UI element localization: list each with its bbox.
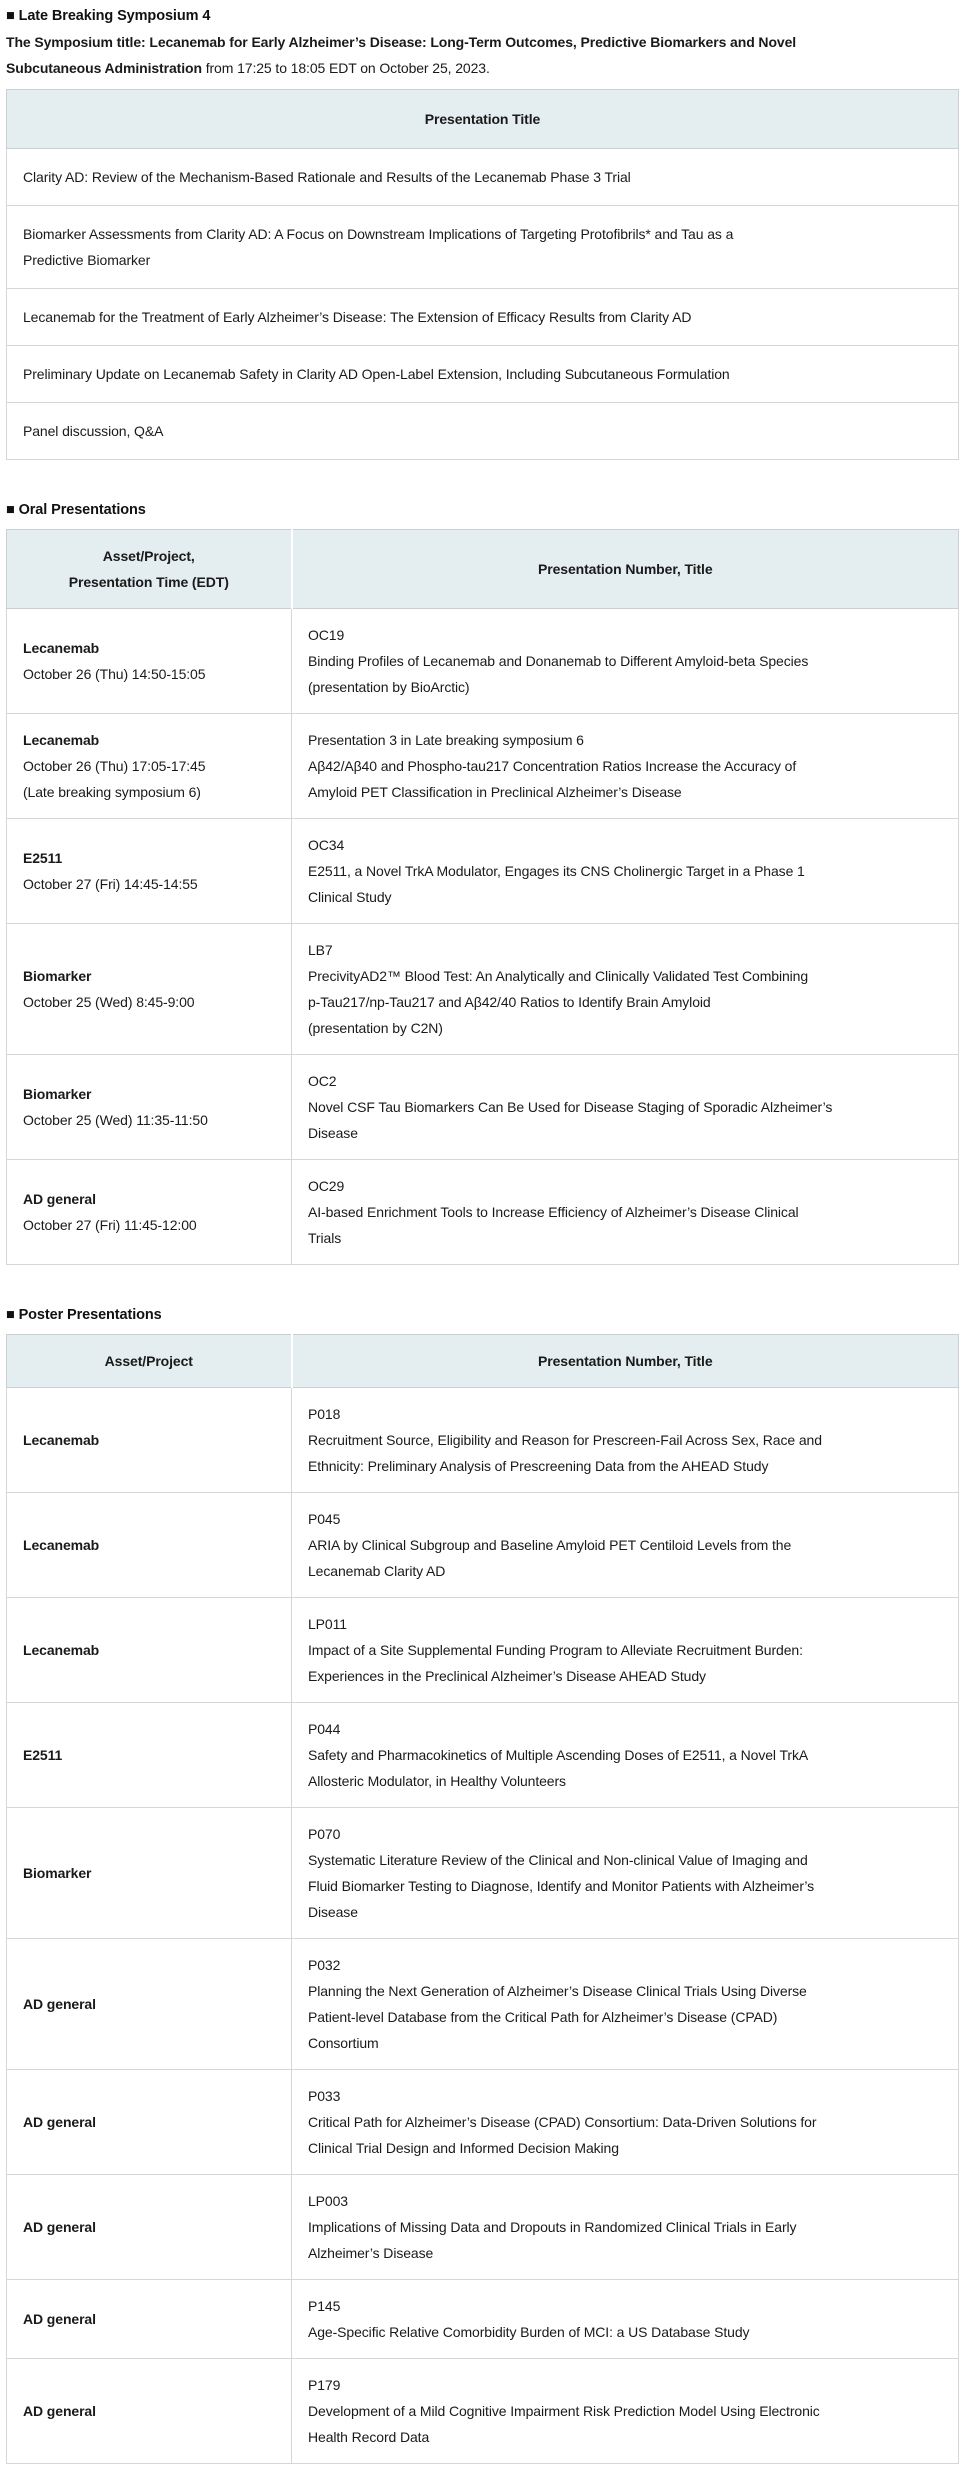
text-line: Fluid Biomarker Testing to Diagnose, Identify and Monitor Patients with Alzheimer’s [308,1878,815,1894]
table-row [7,924,959,1055]
asset-name: Lecanemab [23,1537,100,1553]
text-line: Impact of a Site Supplemental Funding Program to Alleviate Recruitment Burden: [308,1642,803,1658]
presentation-time [23,989,275,1015]
text-line: October 27 (Fri) 11:45-12:00 [23,1217,197,1233]
text-line: P070 [308,1826,341,1842]
asset-cell [7,1388,292,1493]
presentation-title-header: Presentation Title [7,90,959,149]
presentation-cell [292,924,959,1055]
presentation-cell [292,2280,959,2359]
text-line: LP003 [308,2193,348,2209]
table-row [7,403,959,460]
table-row [7,1703,959,1808]
asset-name: AD general [23,2311,96,2327]
asset-cell [7,1055,292,1160]
table-row [7,149,959,206]
asset-name: AD general [23,2403,96,2419]
text-line: Aβ42/Aβ40 and Phospho-tau217 Concentration Ratios Increase the Accuracy of [308,758,797,774]
asset-name: E2511 [23,1747,63,1763]
presentation-number-title-header: Presentation Number, Title [292,530,959,609]
text-line: P033 [308,2088,341,2104]
text-line: (presentation by C2N) [308,1020,443,1036]
table-row [7,1388,959,1493]
text-line: Asset/Project, [102,548,195,564]
text-line: OC19 [308,627,345,643]
presentation-cell [292,819,959,924]
table-row [7,346,959,403]
text-line: October 26 (Thu) 14:50-15:05 [23,666,206,682]
text-line: Alzheimer’s Disease [308,2245,434,2261]
text-line: October 27 (Fri) 14:45-14:55 [23,876,198,892]
table-header-row [7,1335,959,1388]
text-line: PrecivityAD2™ Blood Test: An Analytically and Clinically Validated Test Combining [308,968,809,984]
presentation-title-cell [7,206,959,289]
table-header-row [7,530,959,609]
oral-presentations-heading: ■ Oral Presentations [6,502,146,518]
text-line: Experiences in the Preclinical Alzheimer’s Disease AHEAD Study [308,1668,706,1684]
table-row [7,1598,959,1703]
text-line: Development of a Mild Cognitive Impairment Risk Prediction Model Using Electronic [308,2403,820,2419]
text-line: Planning the Next Generation of Alzheimer’s Disease Clinical Trials Using Diverse [308,1983,807,1999]
presentation-cell [292,714,959,819]
presentation-cell [292,2070,959,2175]
asset-cell [7,1939,292,2070]
asset-cell [7,1703,292,1808]
presentation-title-cell [7,403,959,460]
asset-cell [7,609,292,714]
text-line: P145 [308,2298,341,2314]
presentation-time [23,871,275,897]
asset-cell [7,1493,292,1598]
presentation-cell [292,1160,959,1265]
presentation-time [23,1212,275,1238]
intro-line-1-bold: The Symposium title: Lecanemab for Early Alzheimer’s Disease: Long-Term Outcomes, Predictive Biomarkers and Novel [6,34,797,50]
text-line: Ethnicity: Preliminary Analysis of Prescreening Data from the AHEAD Study [308,1458,769,1474]
asset-name: AD general [23,1996,96,2012]
symposium-intro [6,29,959,81]
presentation-cell [292,1703,959,1808]
text-line: E2511, a Novel TrkA Modulator, Engages its CNS Cholinergic Target in a Phase 1 [308,863,805,879]
text-line: Presentation 3 in Late breaking symposium 6 [308,732,584,748]
table-row [7,1160,959,1265]
asset-project-header: Asset/Project [7,1335,292,1388]
asset-project-time-header [7,530,292,609]
text-line: Patient-level Database from the Critical Path for Alzheimer’s Disease (CPAD) [308,2009,778,2025]
table-row [7,2359,959,2464]
asset-name: Biomarker [23,1086,92,1102]
table-row [7,289,959,346]
asset-cell [7,2359,292,2464]
text-line: Lecanemab for the Treatment of Early Alzheimer’s Disease: The Extension of Efficacy Results from Clarity AD [23,309,692,325]
presentation-cell [292,1598,959,1703]
asset-cell [7,2070,292,2175]
text-line: (presentation by BioArctic) [308,679,470,695]
asset-name: Lecanemab [23,1432,100,1448]
presentation-time [23,661,275,687]
text-line: Clinical Trial Design and Informed Decision Making [308,2140,619,2156]
table-row [7,1055,959,1160]
text-line: (Late breaking symposium 6) [23,784,201,800]
asset-name: E2511 [23,850,63,866]
text-line: P044 [308,1721,341,1737]
text-line: Safety and Pharmacokinetics of Multiple Ascending Doses of E2511, a Novel TrkA [308,1747,809,1763]
text-line: Disease [308,1904,358,1920]
text-line: Clarity AD: Review of the Mechanism-Based Rationale and Results of the Lecanemab Phase 3 Trial [23,169,631,185]
asset-cell [7,924,292,1055]
asset-cell [7,2280,292,2359]
text-line: October 25 (Wed) 8:45-9:00 [23,994,195,1010]
table-row [7,1808,959,1939]
intro-line-1 [6,29,959,55]
text-line: Health Record Data [308,2429,430,2445]
presentation-cell [292,609,959,714]
text-line: LP011 [308,1616,347,1632]
text-line: Implications of Missing Data and Dropouts in Randomized Clinical Trials in Early [308,2219,797,2235]
presentation-cell [292,1388,959,1493]
asset-cell [7,714,292,819]
table-row [7,2280,959,2359]
text-line: Recruitment Source, Eligibility and Reason for Prescreen-Fail Across Sex, Race and [308,1432,822,1448]
asset-cell [7,1598,292,1703]
symposium-table [6,89,959,460]
text-line: Predictive Biomarker [23,252,151,268]
table-row [7,609,959,714]
text-line: AI-based Enrichment Tools to Increase Efficiency of Alzheimer’s Disease Clinical [308,1204,799,1220]
presentation-title-cell [7,346,959,403]
text-line: October 25 (Wed) 11:35-11:50 [23,1112,208,1128]
text-line: P045 [308,1511,341,1527]
text-line: Trials [308,1230,342,1246]
table-row [7,819,959,924]
poster-presentations-table [6,1334,959,2464]
text-line: OC2 [308,1073,337,1089]
text-line: Preliminary Update on Lecanemab Safety in Clarity AD Open-Label Extension, Including Subcutaneous Formulation [23,366,730,382]
presentation-title-cell [7,149,959,206]
table-row [7,206,959,289]
text-line: Biomarker Assessments from Clarity AD: A Focus on Downstream Implications of Targeting Protofibrils* and Tau as a [23,226,734,242]
text-line: p-Tau217/np-Tau217 and Aβ42/40 Ratios to Identify Brain Amyloid [308,994,711,1010]
text-line: October 26 (Thu) 17:05-17:45 [23,758,206,774]
text-line: LB7 [308,942,333,958]
text-line: Age-Specific Relative Comorbidity Burden of MCI: a US Database Study [308,2324,750,2340]
oral-presentations-table [6,529,959,1265]
asset-name: Lecanemab [23,732,100,748]
table-header-row [7,90,959,149]
asset-cell [7,1808,292,1939]
intro-line-2 [6,55,959,81]
presentation-cell [292,2175,959,2280]
text-line: P032 [308,1957,341,1973]
presentation-cell [292,1493,959,1598]
asset-name: AD general [23,1191,96,1207]
table-row [7,1939,959,2070]
text-line: Consortium [308,2035,379,2051]
presentation-number-title-header: Presentation Number, Title [292,1335,959,1388]
text-line: Disease [308,1125,358,1141]
text-line: P018 [308,1406,341,1422]
text-line: Panel discussion, Q&A [23,423,164,439]
presentation-cell [292,2359,959,2464]
text-line: Critical Path for Alzheimer’s Disease (CPAD) Consortium: Data-Driven Solutions for [308,2114,817,2130]
text-line: Presentation Time (EDT) [68,574,229,590]
table-row [7,1493,959,1598]
table-row [7,714,959,819]
asset-cell [7,1160,292,1265]
presentation-cell [292,1808,959,1939]
text-line: OC34 [308,837,345,853]
asset-name: Lecanemab [23,1642,100,1658]
intro-line-2-rest: from 17:25 to 18:05 EDT on October 25, 2023. [201,60,490,76]
presentation-time [23,753,275,805]
presentation-title-cell [7,289,959,346]
table-row [7,2175,959,2280]
text-line: Systematic Literature Review of the Clinical and Non-clinical Value of Imaging and [308,1852,808,1868]
asset-name: Lecanemab [23,640,100,656]
text-line: Clinical Study [308,889,392,905]
presentation-time [23,1107,275,1133]
text-line: ARIA by Clinical Subgroup and Baseline Amyloid PET Centiloid Levels from the [308,1537,792,1553]
text-line: Lecanemab Clarity AD [308,1563,446,1579]
late-breaking-symposium-heading: ■ Late Breaking Symposium 4 [6,8,211,24]
text-line: Novel CSF Tau Biomarkers Can Be Used for Disease Staging of Sporadic Alzheimer’s [308,1099,833,1115]
asset-name: Biomarker [23,1865,92,1881]
presentation-cell [292,1055,959,1160]
text-line: P179 [308,2377,341,2393]
intro-line-2-bold: Subcutaneous Administration [6,60,202,76]
text-line: Allosteric Modulator, in Healthy Volunteers [308,1773,566,1789]
table-row [7,2070,959,2175]
asset-name: AD general [23,2219,96,2235]
asset-name: Biomarker [23,968,92,984]
text-line: OC29 [308,1178,345,1194]
text-line: Binding Profiles of Lecanemab and Donanemab to Different Amyloid-beta Species [308,653,809,669]
poster-presentations-heading: ■ Poster Presentations [6,1307,162,1323]
asset-name: AD general [23,2114,96,2130]
asset-cell [7,2175,292,2280]
text-line: Amyloid PET Classification in Preclinical Alzheimer’s Disease [308,784,682,800]
presentation-cell [292,1939,959,2070]
asset-cell [7,819,292,924]
